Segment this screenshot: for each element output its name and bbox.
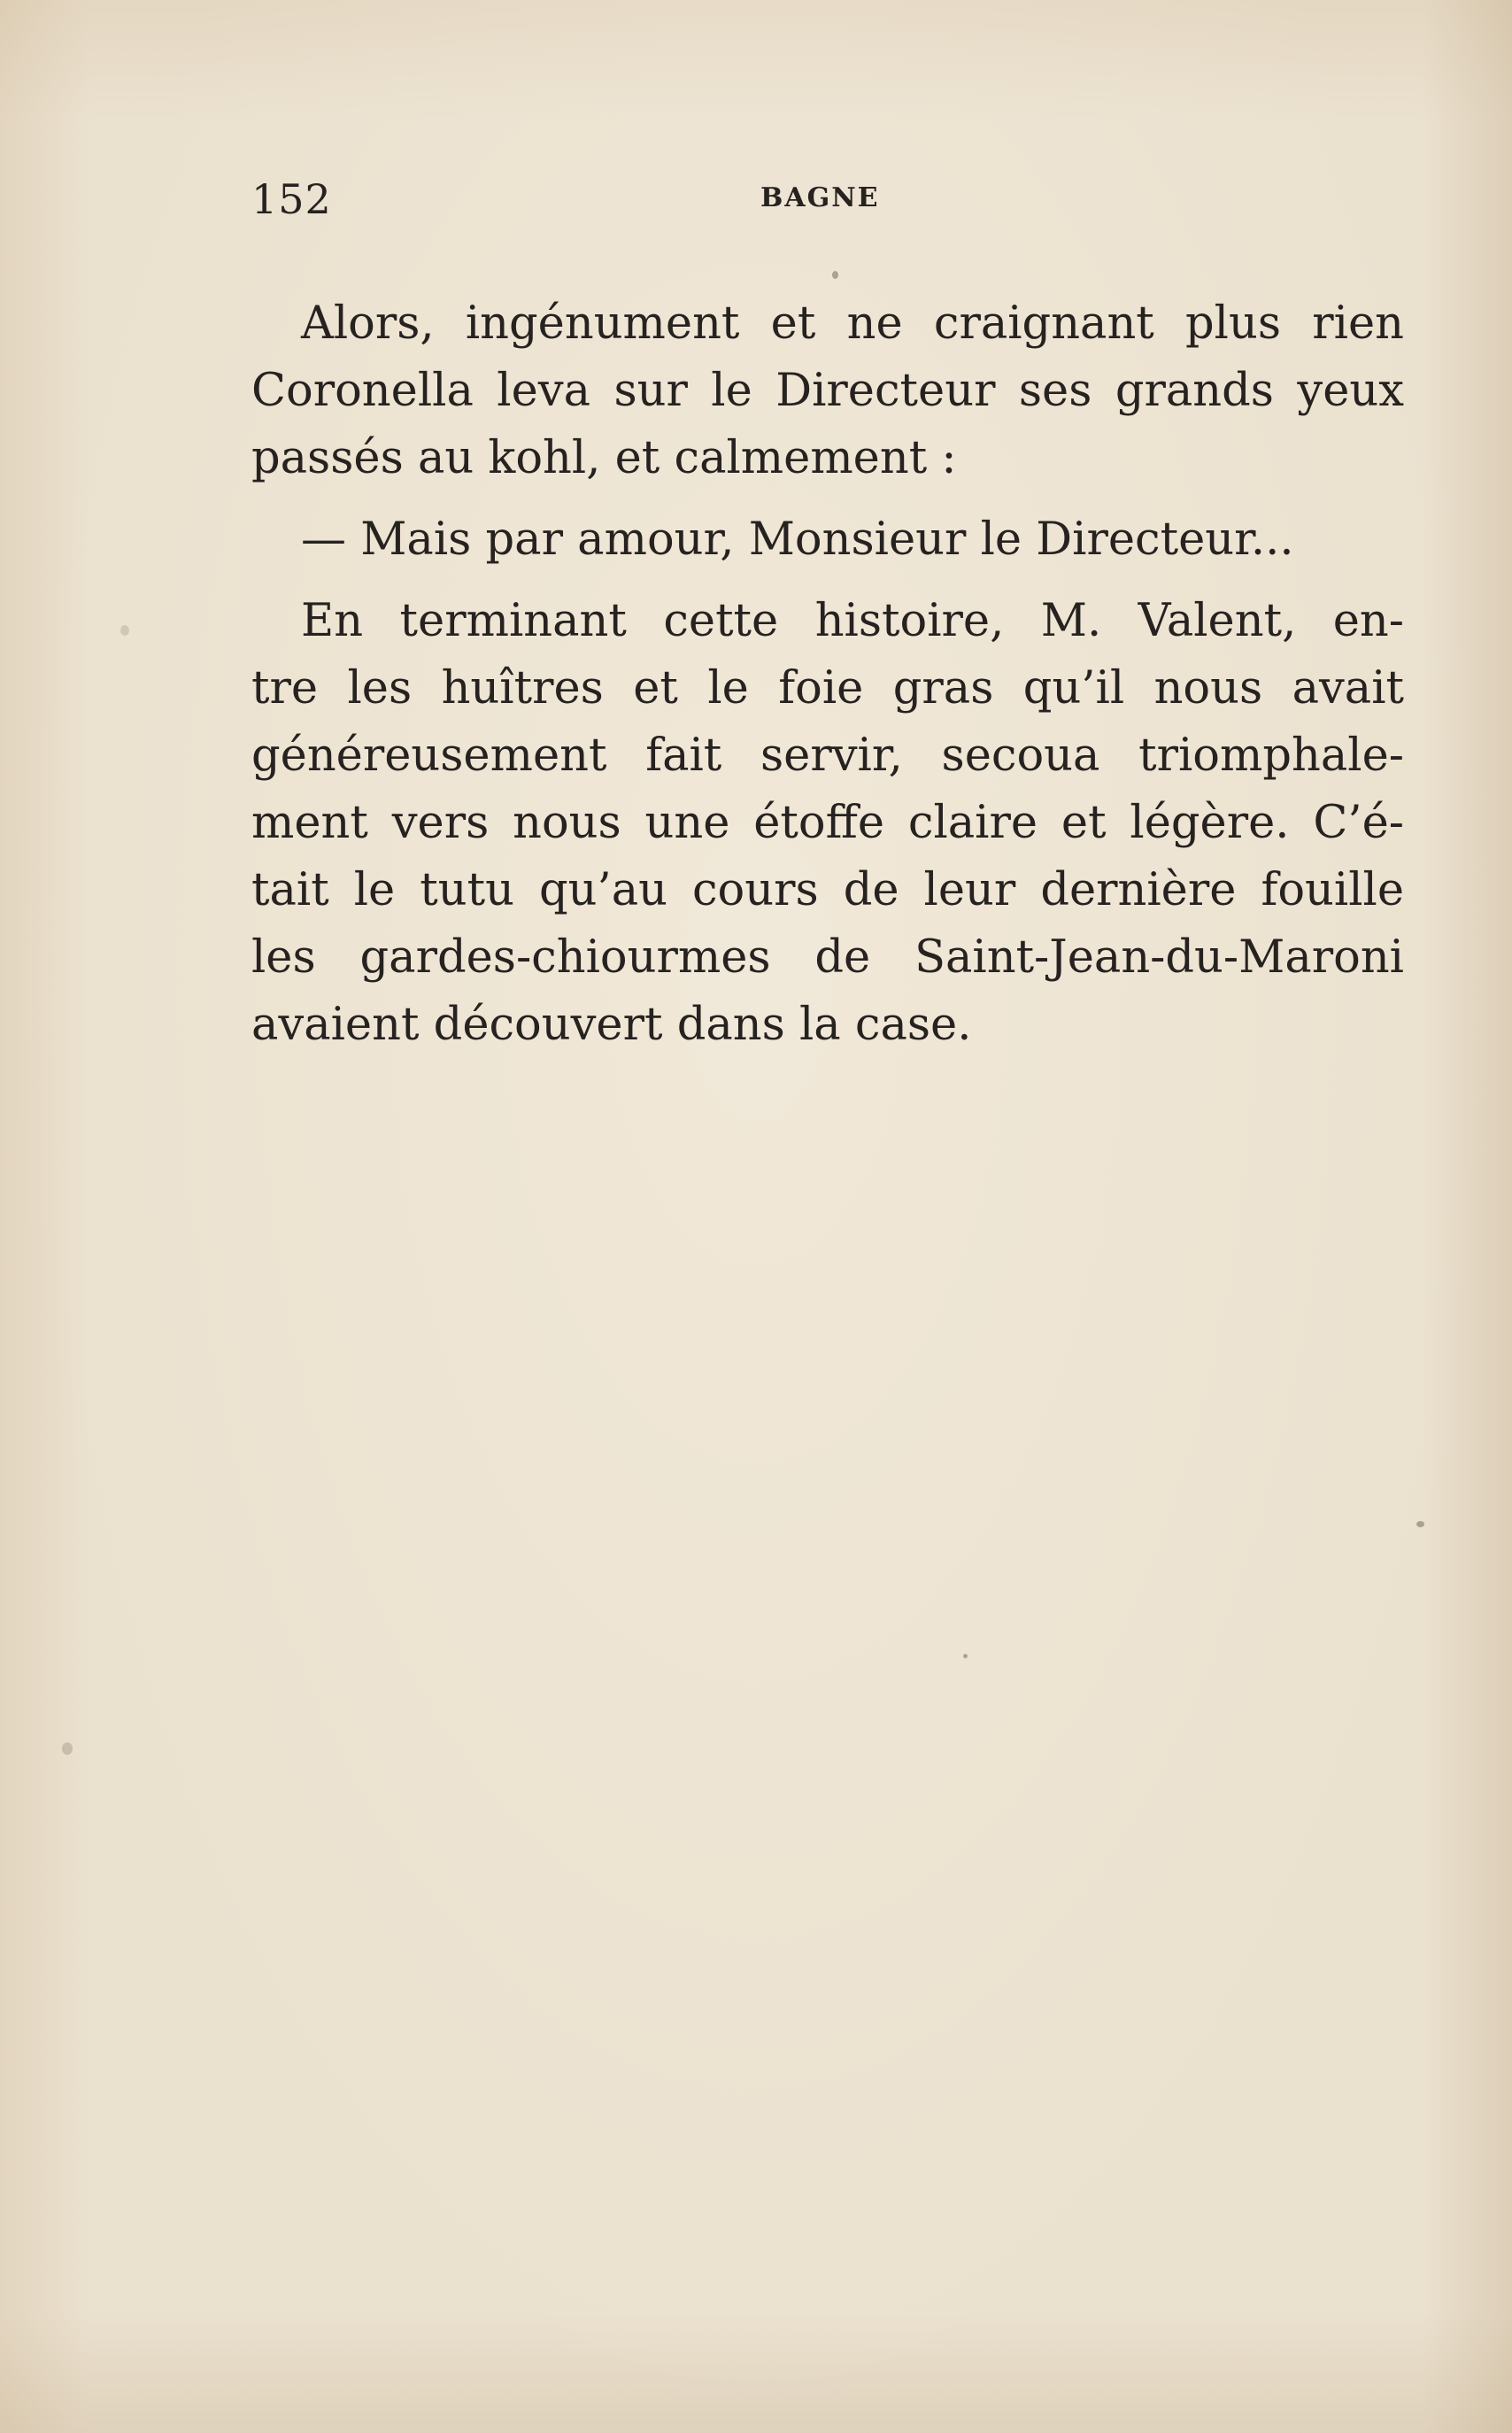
- paper-speck: [963, 1654, 968, 1658]
- text-line: passés au kohl, et calmement :: [251, 432, 957, 484]
- paper-speck: [1416, 1521, 1424, 1527]
- page-header: [251, 168, 1402, 230]
- text-line: ment vers nous une étoffe claire et légère. C’é-: [251, 797, 1404, 849]
- paragraph-1: [251, 290, 1404, 492]
- body-text: [251, 290, 1404, 1059]
- text-line: les gardes-chiourmes de Saint-Jean-du-Maroni: [251, 931, 1404, 984]
- text-line: tait le tutu qu’au cours de leur dernière fouille: [251, 864, 1404, 916]
- text-line: Coronella leva sur le Directeur ses grands yeux: [251, 365, 1404, 417]
- text-line: En terminant cette histoire, M. Valent, en-: [301, 595, 1404, 647]
- paragraph-2: [251, 506, 1404, 574]
- paper-speck: [62, 1742, 73, 1755]
- text-line: généreusement fait servir, secoua triomphale-: [251, 730, 1404, 782]
- paper-speck: [120, 625, 129, 636]
- paragraph-3: [251, 588, 1404, 1059]
- running-title: BAGNE: [760, 182, 880, 213]
- paper-speck: [832, 271, 838, 279]
- text-line: tre les huîtres et le foie gras qu’il nous avait: [251, 662, 1404, 714]
- text-line: — Mais par amour, Monsieur le Directeur...: [301, 514, 1294, 566]
- page-number: 152: [251, 175, 332, 223]
- text-line: avaient découvert dans la case.: [251, 999, 972, 1051]
- text-line: Alors, ingénument et ne craignant plus rien: [301, 297, 1404, 350]
